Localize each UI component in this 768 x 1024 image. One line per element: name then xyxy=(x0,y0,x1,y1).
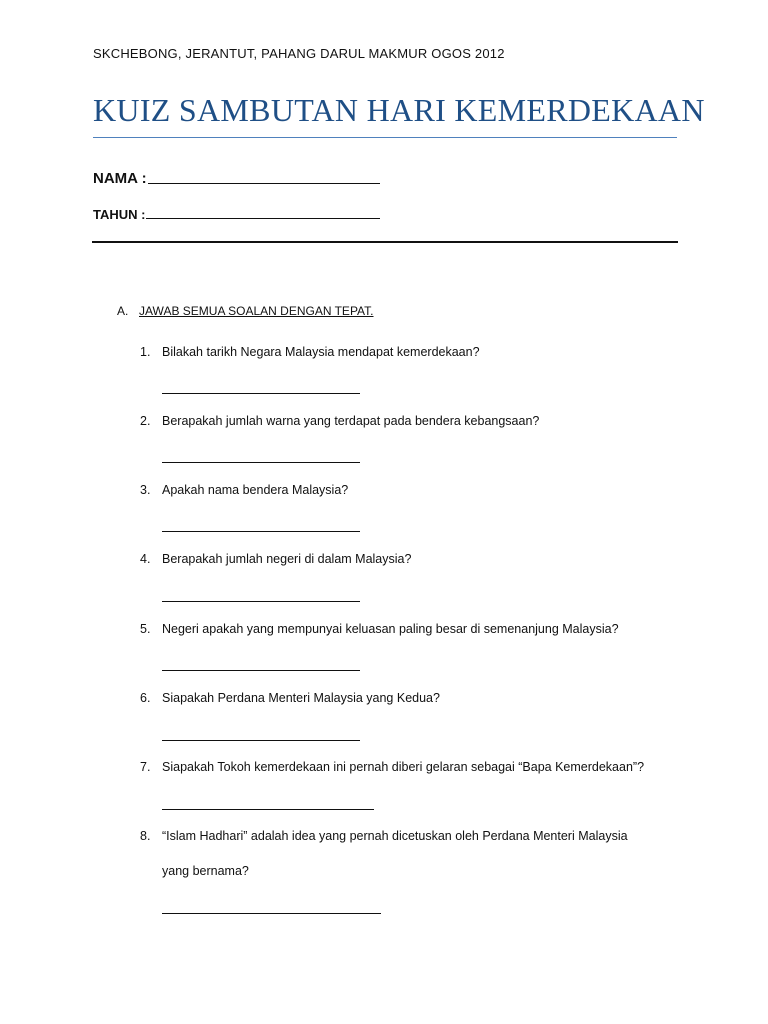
question-text: Apakah nama bendera Malaysia? xyxy=(162,483,349,497)
answer-line-2[interactable] xyxy=(162,462,360,463)
nama-label: NAMA : xyxy=(93,170,147,187)
answer-line-5[interactable] xyxy=(162,670,360,671)
answer-line-1[interactable] xyxy=(162,393,360,394)
divider xyxy=(92,241,678,243)
school-header: SKCHEBONG, JERANTUT, PAHANG DARUL MAKMUR OGOS 2012 xyxy=(93,46,505,61)
question-text: Berapakah jumlah warna yang terdapat pada bendera kebangsaan? xyxy=(162,414,540,428)
section-heading xyxy=(117,304,374,318)
tahun-label: TAHUN : xyxy=(93,207,146,222)
nama-blank[interactable] xyxy=(148,171,380,184)
question-6 xyxy=(140,691,440,705)
question-text: Siapakah Perdana Menteri Malaysia yang Kedua? xyxy=(162,691,440,705)
title-underline xyxy=(93,137,677,138)
tahun-field xyxy=(93,206,380,222)
question-number: 7. xyxy=(140,760,151,774)
question-number: 6. xyxy=(140,691,151,705)
answer-line-7[interactable] xyxy=(162,809,374,810)
page-title: KUIZ SAMBUTAN HARI KEMERDEKAAN xyxy=(93,92,705,128)
question-text: Negeri apakah yang mempunyai keluasan paling besar di semenanjung Malaysia? xyxy=(162,622,619,636)
question-number: 1. xyxy=(140,345,151,359)
question-number: 8. xyxy=(140,829,151,843)
question-8 xyxy=(140,829,628,843)
answer-line-8[interactable] xyxy=(162,913,381,914)
question-text: Siapakah Tokoh kemerdekaan ini pernah diberi gelaran sebagai “Bapa Kemerdekaan”? xyxy=(162,760,645,774)
question-number: 3. xyxy=(140,483,151,497)
question-text: Berapakah jumlah negeri di dalam Malaysia? xyxy=(162,552,412,566)
question-text: Bilakah tarikh Negara Malaysia mendapat kemerdekaan? xyxy=(162,345,480,359)
answer-line-4[interactable] xyxy=(162,601,360,602)
answer-line-6[interactable] xyxy=(162,740,360,741)
question-2 xyxy=(140,414,539,428)
question-5 xyxy=(140,622,619,636)
section-instruction: JAWAB SEMUA SOALAN DENGAN TEPAT. xyxy=(139,304,374,318)
question-text-continued: yang bernama? xyxy=(162,864,249,878)
question-text: “Islam Hadhari” adalah idea yang pernah dicetuskan oleh Perdana Menteri Malaysia xyxy=(162,829,628,843)
question-4 xyxy=(140,552,411,566)
section-letter: A. xyxy=(117,304,129,318)
question-3 xyxy=(140,483,348,497)
question-number: 4. xyxy=(140,552,151,566)
tahun-blank[interactable] xyxy=(146,206,380,219)
question-7 xyxy=(140,760,644,774)
question-number: 2. xyxy=(140,414,151,428)
answer-line-3[interactable] xyxy=(162,531,360,532)
question-8-continuation xyxy=(162,864,249,878)
question-number: 5. xyxy=(140,622,151,636)
nama-field xyxy=(93,170,380,187)
question-1 xyxy=(140,345,480,359)
